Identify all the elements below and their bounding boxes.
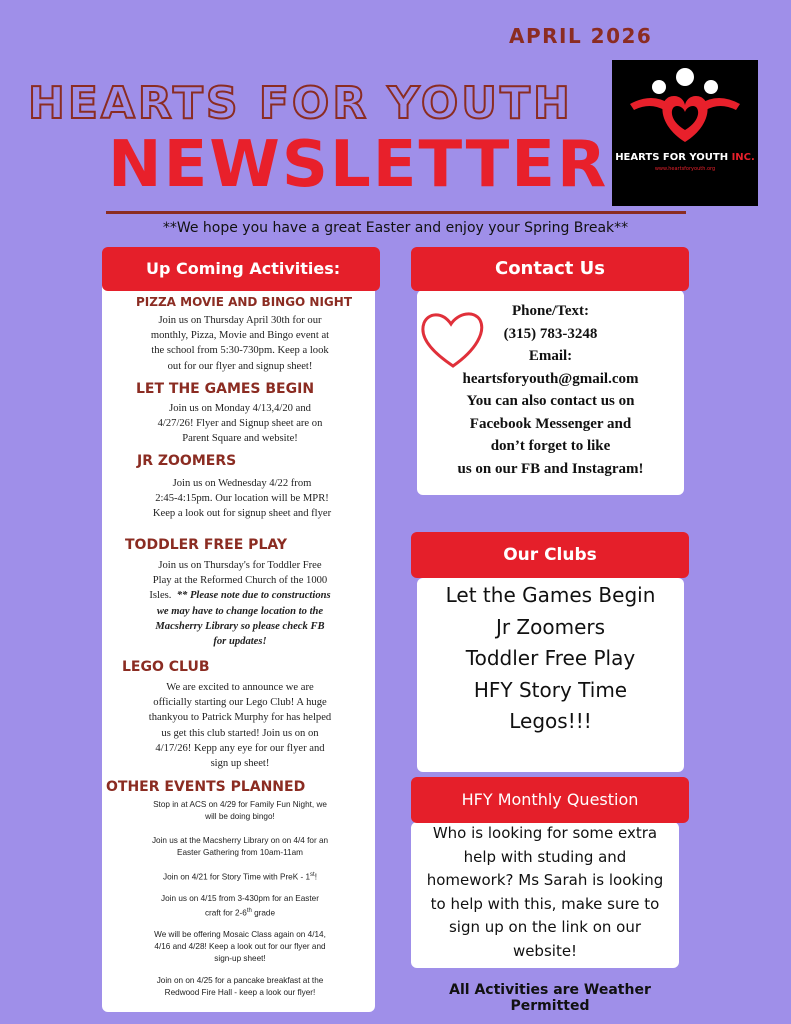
club-item: Toddler Free Play [465,646,636,670]
clubs-header: Our Clubs [411,532,689,578]
logo-name: HEARTS FOR YOUTH INC. [615,152,755,163]
club-item: HFY Story Time [473,677,628,702]
toddler-text: Join us on Thursday's for Toddler Free Play at the Reformed Church of the 1000 Isles. ** Please note due to constructions we may have to change location to the Macsherry Library so please check FB for updates! [149,560,331,648]
toddler-title: TODDLER FREE PLAY [125,537,287,553]
other-item-2: Join us at the Macsherry Library on on 4/4 for an Easter Gathering from 10am-11am [151,836,329,857]
club-item: Let the Games Begin [445,583,656,607]
club-item: Jr Zoomers [495,614,606,639]
email-link[interactable]: heartsforyouth@gmail.com [462,370,639,387]
other-item-3: Join on 4/21 for Story Time with PreK - 1st! [163,872,317,882]
club-item: Legos!!! [509,709,592,733]
other-title: OTHER EVENTS PLANNED [106,779,306,795]
hfy-logo [612,60,758,206]
tagline: **We hope you have a great Easter and enjoy your Spring Break** [162,220,629,236]
lego-text: We are excited to announce we are officially starting our Lego Club! A huge thankyou to Patrick Murphy for has helped us get this club started! Join us on on 4/17/26! Kepp any eye for our flyer and sign up sheet! [148,682,332,770]
org-title: HEARTS FOR YOUTH [28,78,573,129]
contact-header: Contact Us [411,247,689,291]
question-header: HFY Monthly Question [411,777,689,823]
newsletter-date: APRIL 2026 [509,24,653,48]
contact-details: Phone/Text: (315) 783-3248 Email: heartsforyouth@gmail.com You can also contact us on Facebook Messenger and don’t forget to like us on our FB and Instagram! [417,300,684,480]
hearts-people-icon [612,60,758,206]
clubs-list [417,580,684,738]
zoomers-text: Join us on Wednesday 4/22 from 2:45-4:15pm. Our location will be MPR! Keep a look out for signup sheet and flyer [152,478,332,520]
pizza-text: Join us on Thursday April 30th for our monthly, Pizza, Movie and Bingo event at the school from 5:30-730pm. Keep a look out for our flyer and signup sheet! [150,315,330,372]
question-text: Who is looking for some extra help with studing and homework? Ms Sarah is looking to help with this, make sure to sign up on the link on our website! [426,824,664,960]
title-divider [106,211,686,214]
logo-url: www.heartsforyouth.org [654,166,716,172]
lego-title: LEGO CLUB [122,659,210,675]
other-item-5: We will be offering Mosaic Class again on 4/14, 4/16 and 4/28! Keep a look out for our flyer and sign-up sheet! [154,930,326,963]
games-title: LET THE GAMES BEGIN [136,381,315,397]
other-item-4: Join us on 4/15 from 3-430pm for an Easter craft for 2-6th grade [161,894,319,918]
weather-note: All Activities are Weather Permitted [449,982,651,1014]
games-text: Join us on Monday 4/13,4/20 and 4/27/26! Flyer and Signup sheet are on Parent Square and website! [157,403,323,445]
other-item-1: Stop in at ACS on 4/29 for Family Fun Night, we will be doing bingo! [153,800,327,821]
pizza-title: PIZZA MOVIE AND BINGO NIGHT [136,295,353,309]
activities-header: Up Coming Activities: [102,247,380,291]
newsletter-title: NEWSLETTER [108,128,609,202]
other-item-6: Join on on 4/25 for a pancake breakfast at the Redwood Fire Hall - keep a look our flyer! [156,976,324,997]
zoomers-title: JR ZOOMERS [137,453,237,469]
